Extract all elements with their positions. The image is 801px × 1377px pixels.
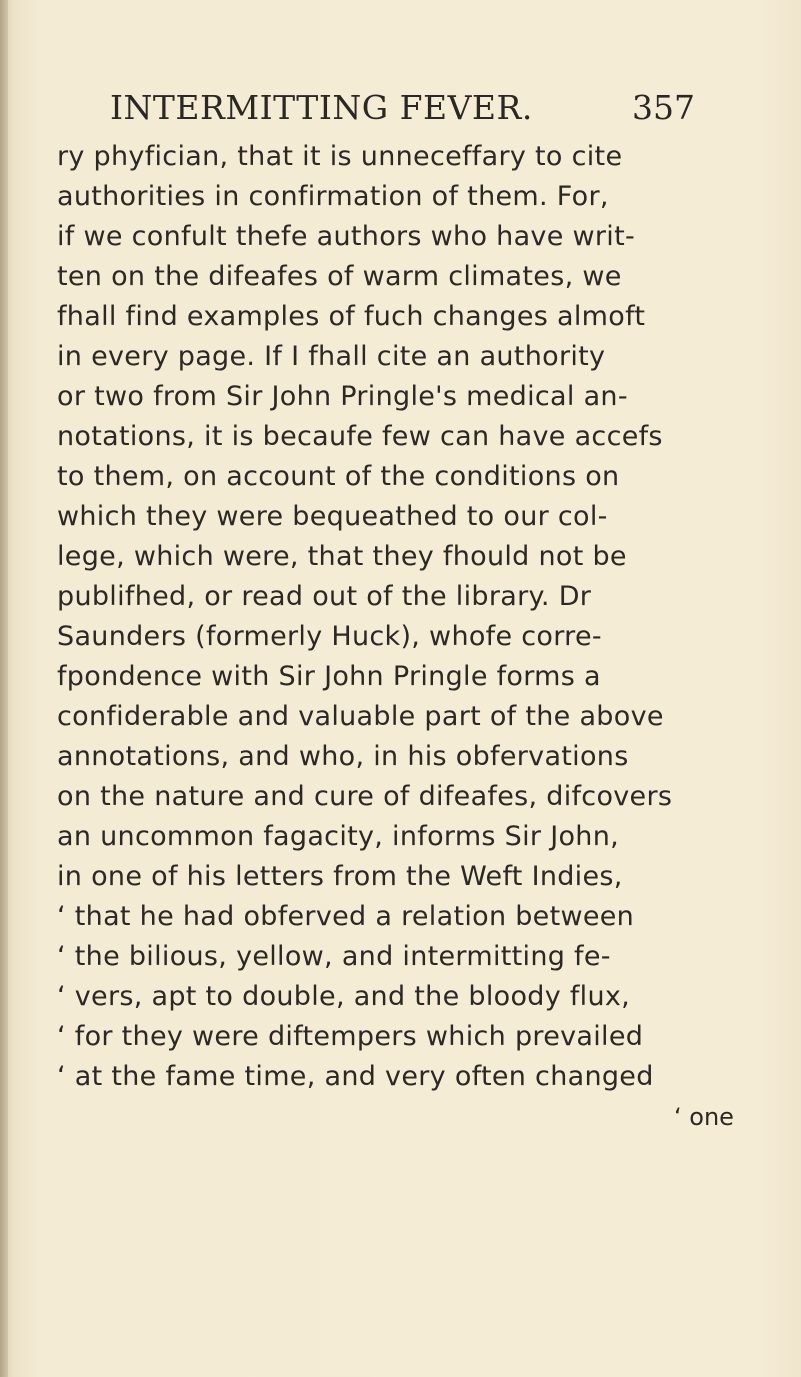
text-line: ten on the difeafes of warm climates, we — [57, 261, 622, 292]
page-gutter — [0, 0, 8, 1377]
page-number: 357 — [632, 88, 695, 127]
text-line: fpondence with Sir John Pringle forms a — [57, 661, 601, 692]
text-line: ‘ vers, apt to double, and the bloody flux, — [57, 981, 631, 1012]
text-line: in every page. If I fhall cite an authority — [57, 341, 606, 372]
text-line: to them, on account of the conditions on — [57, 461, 620, 492]
running-title: INTERMITTING FEVER. — [110, 88, 533, 127]
text-line: or two from Sir John Pringle's medical an- — [57, 381, 628, 412]
text-line: authorities in confirmation of them. For, — [57, 181, 609, 212]
text-line: Saunders (formerly Huck), whofe corre- — [57, 621, 602, 652]
text-line: which they were bequeathed to our col- — [57, 501, 608, 532]
text-line: in one of his letters from the Weft Indies, — [57, 861, 623, 892]
text-line: ry phyfician, that it is unneceffary to cite — [57, 141, 623, 172]
text-line: fhall find examples of fuch changes almoft — [57, 301, 646, 332]
text-line: notations, it is becaufe few can have accefs — [57, 421, 663, 452]
running-head — [110, 86, 695, 130]
text-line: if we confult thefe authors who have writ- — [57, 221, 636, 252]
text-line: on the nature and cure of difeafes, difcovers — [57, 781, 673, 812]
text-line: publifhed, or read out of the library. Dr — [57, 581, 592, 612]
text-line: ‘ for they were diftempers which prevailed — [57, 1021, 644, 1052]
text-line: ‘ the bilious, yellow, and intermitting fe- — [57, 941, 611, 972]
text-line: lege, which were, that they fhould not be — [57, 541, 627, 572]
text-line: ‘ at the fame time, and very often changed — [57, 1061, 654, 1092]
text-line: ‘ that he had obferved a relation between — [57, 901, 635, 932]
text-line: an uncommon fagacity, informs Sir John, — [57, 821, 619, 852]
text-line: annotations, and who, in his obfervations — [57, 741, 629, 772]
catchword: ‘ one — [674, 1103, 734, 1131]
text-line: confiderable and valuable part of the above — [57, 701, 664, 732]
